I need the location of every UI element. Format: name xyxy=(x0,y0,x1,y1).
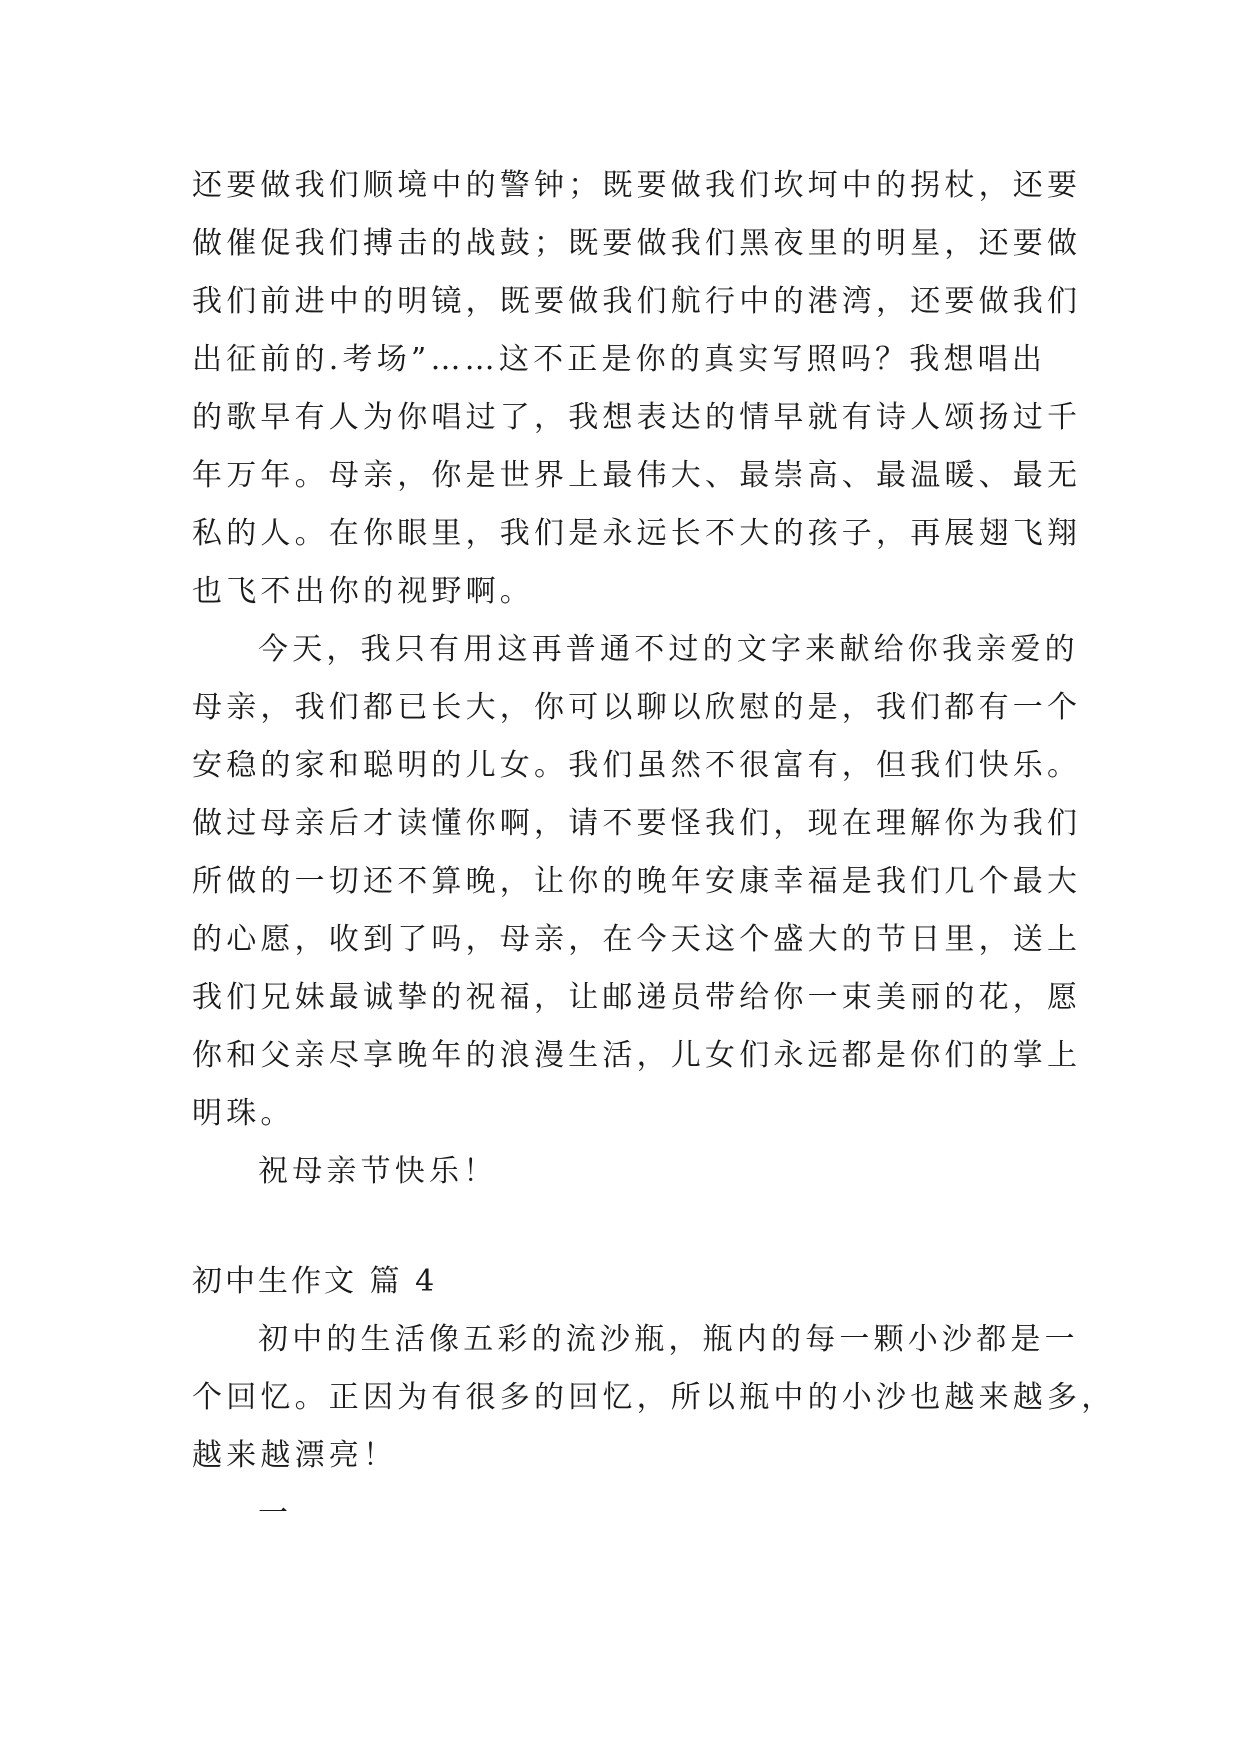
paragraph-line: 所做的一切还不算晚，让你的晚年安康幸福是我们几个最大 xyxy=(192,864,1082,899)
paragraph-line: 的心愿，收到了吗，母亲，在今天这个盛大的节日里，送上 xyxy=(192,922,1082,957)
paragraph-line: 越来越漂亮！ xyxy=(192,1438,398,1473)
paragraph-line: 做过母亲后才读懂你啊，请不要怪我们，现在理解你为我们 xyxy=(192,806,1082,841)
paragraph-line: 的歌早有人为你唱过了，我想表达的情早就有诗人颂扬过千 xyxy=(192,400,1082,435)
paragraph-line: 你和父亲尽享晚年的浪漫生活，儿女们永远都是你们的掌上 xyxy=(192,1038,1082,1073)
paragraph-line: 出征前的.考场”……这不正是你的真实写照吗？我想唱出 xyxy=(192,342,1047,377)
paragraph-line: 安稳的家和聪明的儿女。我们虽然不很富有，但我们快乐。 xyxy=(192,748,1082,783)
paragraph-line: 做催促我们搏击的战鼓；既要做我们黑夜里的明星，还要做 xyxy=(192,226,1082,261)
paragraph-line: 今天，我只有用这再普通不过的文字来献给你我亲爱的 xyxy=(258,632,1079,667)
paragraph-line: 年万年。母亲，你是世界上最伟大、最崇高、最温暖、最无 xyxy=(192,458,1082,493)
paragraph-line: 个回忆。正因为有很多的回忆，所以瓶中的小沙也越来越多， xyxy=(192,1380,1116,1415)
paragraph-line: 还要做我们顺境中的警钟；既要做我们坎坷中的拐杖，还要 xyxy=(192,168,1082,203)
paragraph-line: 一 xyxy=(258,1496,293,1531)
paragraph-line: 我们前进中的明镜，既要做我们航行中的港湾，还要做我们 xyxy=(192,284,1082,319)
paragraph-line: 私的人。在你眼里，我们是永远长不大的孩子，再展翅飞翔 xyxy=(192,516,1082,551)
section-heading: 初中生作文 篇 4 xyxy=(192,1264,438,1299)
paragraph-line: 我们兄妹最诚挚的祝福，让邮递员带给你一束美丽的花，愿 xyxy=(192,980,1082,1015)
paragraph-line: 明珠。 xyxy=(192,1096,295,1131)
closing-line: 祝母亲节快乐！ xyxy=(258,1154,498,1189)
paragraph-line: 初中的生活像五彩的流沙瓶，瓶内的每一颗小沙都是一 xyxy=(258,1322,1079,1357)
paragraph-line: 母亲，我们都已长大，你可以聊以欣慰的是，我们都有一个 xyxy=(192,690,1082,725)
paragraph-line: 也飞不出你的视野啊。 xyxy=(192,574,534,609)
